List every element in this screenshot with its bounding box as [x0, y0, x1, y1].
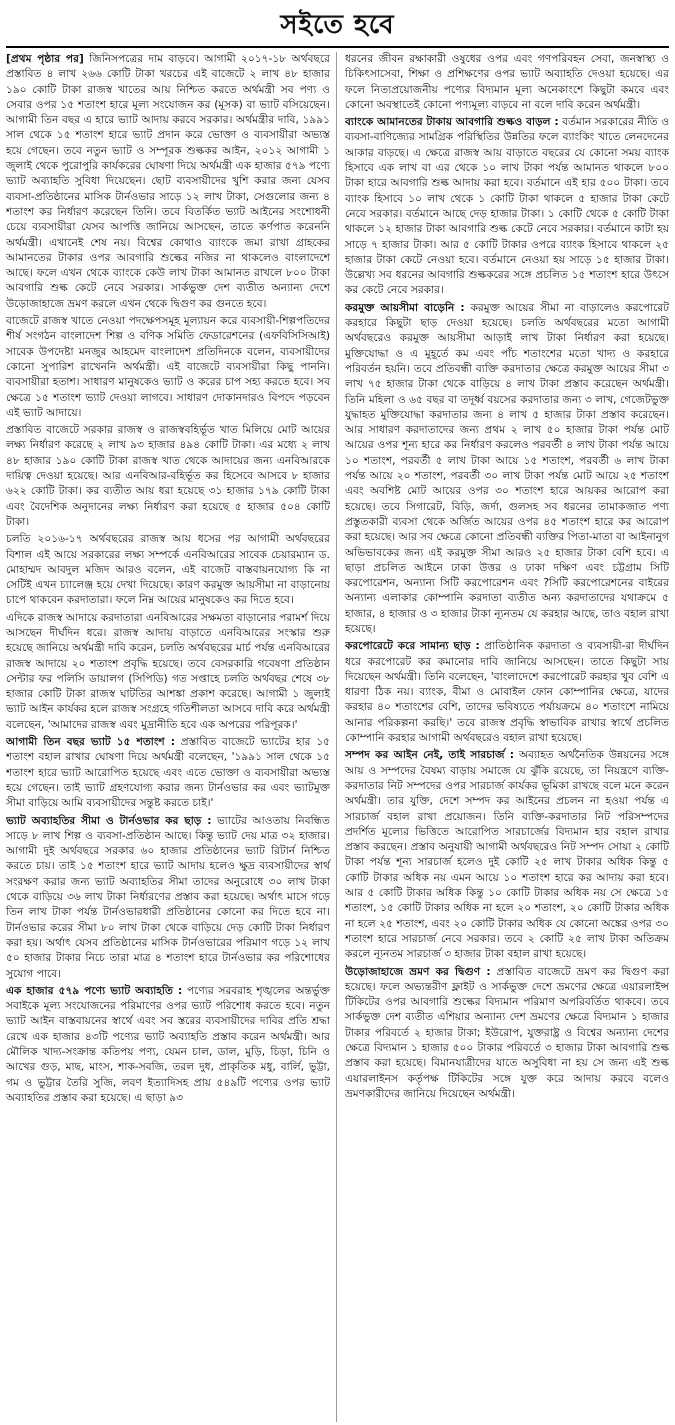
paragraph-text: জিনিসপত্রের দাম বাড়বে। আগামী ২০১৭-১৮ অর্থবছরে প্রস্তাবিত ৪ লাখ ২৬৬ কোটি টাকা খরচের এই বাজেটে ২ লাখ ৪৮ হাজার ১৯০ কোটি টাকা রাজস্ব খাতের আয় নিশ্চিত করতে অর্থমন্ত্রী সব পণ্য ও সেবার ওপর ১৫ শতাংশ হারে মূল্য সংযোজন কর (মূসক) বা ভ্যাট বসিয়েছেন। আগামী তিন বছর এ হারে ভ্যাট আদায় করবে সরকার। অর্থমন্ত্রীর দাবি, ১৯৯১ সাল থেকে ১৫ শতাংশ হারে ভ্যাট প্রদান করে ভোক্তা ও ব্যবসায়ীরা অভ্যস্ত হয়ে গেছেন। তবে নতুন ভ্যাট ও সম্পূরক শুল্ককর আইন, ২০১২ আগামী ১ জুলাই থেকে পুরোপুরি কার্যকরের ঘোষণা দিয়ে অর্থমন্ত্রী এক হাজার ৫৭৯ পণ্যে ভ্যাট অব্যাহতি সুবিধা দিয়েছেন। ছোট ব্যবসায়ীদের খুশি করার জন্য যেসব ব্যবসা-প্রতিষ্ঠানের মাসিক টার্নওভার সাড়ে ১২ লাখ টাকা, সেগুলোর জন্য ৪ শতাংশ কর নির্ধারণ করেছেন তিনি। তবে বিতর্কিত ভ্যাট আইনের সংশোধনী চেয়ে ব্যবসায়ীরা যেসব আপত্তি জানিয়ে আসছেন, তাতে কর্ণপাত করেননি অর্থমন্ত্রী। এখানেই শেষ নয়। বিশ্বের কোথাও ব্যাংকে জমা রাখা গ্রাহকের আমানতের টাকার ওপর আবগারি শুল্কের নজির না থাকলেও বাংলাদেশে আছে। ফলে এখন থেকে ব্যাংকে কেউ লাখ টাকা আমানত রাখলে ৮০০ টাকা আবগারি শুল্ক কেটে নেবে সরকার। সার্কভুক্ত দেশ ব্যতীত অন্যান্য দেশে উড়োজাহাজে ভ্রমণ করলে এখন থেকে দ্বিগুণ কর গুনতে হবে।	[6, 53, 330, 310]
paragraph	[6, 532, 330, 608]
subheading: ভ্যাট অব্যাহতির সীমা ও টার্নওভার কর ছাড় :	[6, 814, 212, 827]
paragraph	[6, 52, 330, 312]
subheading: সম্পদ কর আইন নেই, তাই সারচার্জ :	[345, 749, 515, 762]
subheading: [প্রথম পৃষ্ঠার পর]	[6, 53, 84, 65]
paragraph	[6, 611, 330, 733]
paragraph	[345, 639, 669, 746]
paragraph	[345, 748, 669, 962]
paragraph	[6, 814, 330, 982]
paragraph	[6, 984, 330, 1106]
subheading: করপোরেটে করে সামান্য ছাড় :	[345, 640, 480, 653]
paragraph-text: ধরনের জীবন রক্ষাকারী ওষুধের ওপর এবং গণপরিবহন সেবা, জনস্বাস্থ্য ও চিকিৎসাসেবা, শিক্ষা ও প্রশিক্ষণের ওপর ভ্যাট অব্যাহতি দেওয়া হয়েছে। এর ফলে নিত্যপ্রয়োজনীয় পণ্যের বিদ্যমান মূল্য অনেকাংশে কিছুটা কমবে এবং কোনো অবস্থাতেই কোনো পণ্যমূল্য বাড়বে না বলে দাবি করেন অর্থমন্ত্রী।	[345, 53, 669, 111]
subheading: উড়োজাহাজে ভ্রমণ কর দ্বিগুণ :	[345, 965, 491, 978]
paragraph	[345, 301, 669, 638]
paragraph-text: পণ্যের সরবরাহ শৃঙ্খলের অন্তর্ভুক্ত সবাইকে মূল্য সংযোজনের পরিমাণের ওপর ভ্যাট পরিশোধ করতে হবে। নতুন ভ্যাট আইন বাস্তবায়নের স্বার্থে এবং সব স্তরের ব্যবসায়ীদের দাবির প্রতি শ্রদ্ধা রেখে এক হাজার ৪৩টি পণ্যের ভ্যাট অব্যাহতি প্রস্তাব করেন অর্থমন্ত্রী। আর মৌলিক খাদ্য-সংক্রান্ত কতিপয় পণ্য, যেমন চাল, ডাল, মুড়ি, চিড়া, চিনি ও আখের গুড়, মাছ, মাংস, শাক-সবজি, তরল দুধ, প্রাকৃতিক মধু, বার্লি, ভুট্টা, গম ও ভুট্টার তৈরি সুজি, লবণ ইত্যাদিসহ প্রায় ৫৪৯টি পণ্যের ওপর ভ্যাট অব্যাহতির প্রস্তাব করা হয়েছে। এ ছাড়া ৯৩	[6, 984, 331, 1104]
paragraph	[6, 423, 330, 530]
paragraph-text: প্রাতিষ্ঠানিক করদাতা ও ব্যবসায়ী-রা দীর্ঘদিন ধরে করপোরেট কর কমানোর দাবি জানিয়ে আসছেন। তাতে কিছুটা সায় দিয়েছেন অর্থমন্ত্রী। তিনি বলেছেন, 'বাংলাদেশে করপোরেট করহার খুব বেশি এ ধারণা ঠিক নয়। ব্যাংক, বীমা ও মোবাইল ফোন কোম্পানির ক্ষেত্রে, যাদের করহার ৪০ শতাংশের বেশি, তাদের ভবিষ্যতে পর্যায়ক্রমে ৪০ শতাংশে নামিয়ে আনার পরিকল্পনা করছি।' তবে রাজস্ব প্রবৃদ্ধি স্বাভাবিক রাখার স্বার্থে প্রচলিত কোম্পানি করহার আগামী অর্থবছরেও বহাল রাখা হয়েছে।	[345, 640, 669, 745]
paragraph-text: বর্তমান সরকারের নীতি ও ব্যবসা-বাণিজ্যের সামগ্রিক পরিস্থিতির উন্নতির ফলে ব্যাংকিং খাতে লেনদেনের আকার বাড়ছে। এ ক্ষেত্রে রাজস্ব আয় বাড়াতে বছরের যে কোনো সময় ব্যাংক হিসাবে এক লাখ বা এর থেকে ১০ লাখ টাকা পর্যন্ত আমানত থাকলে ৮০০ টাকা হারে আবগারি শুল্ক আদায় করা হবে। বর্তমানে এই হার ৫০০ টাকা। তবে ব্যাংক হিসাবে ১০ লাখ থেকে ১ কোটি টাকা থাকলে ৫ হাজার টাকা কেটে নেবে সরকার। বর্তমানে আছে দেড় হাজার টাকা। ১ কোটি থেকে ৫ কোটি টাকা থাকলে ১২ হাজার টাকা আবগারি শুল্ক কেটে নেবে সরকার। বর্তমানে কাটা হয় সাড়ে ৭ হাজার টাকা। আর ৫ কোটি টাকার ওপরে ব্যাংক হিসাবে থাকলে ২৫ হাজার টাকা কেটে নেওয়া হবে। বর্তমানে নেওয়া হয় সাড়ে ১৫ হাজার টাকা। উল্লেখ্য সব ধরনের আবগারি শুল্ককরের সঙ্গে প্রচলিত ১৫ শতাংশ হারে উৎসে কর কেটে নেবে সরকার।	[345, 116, 669, 297]
paragraph-text: অব্যাহত অর্থনৈতিক উন্নয়নের সঙ্গে আয় ও সম্পদের বৈষম্য বাড়ায় সমাজে যে ঝুঁকি রয়েছে, তা নিয়ন্ত্রণে ব্যক্তি-করদাতার নিট সম্পদের ওপর সারচার্জ কার্যকর ভূমিকা রাখছে বলে মনে করেন অর্থমন্ত্রী। তার যুক্তি, দেশে সম্পদ কর আইনের প্রচলন না হওয়া পর্যন্ত এ সারচার্জ বহাল রাখা প্রয়োজন। তিনি ব্যক্তি-করদাতার নিট পরিসম্পদের প্রদর্শিত মূল্যের ভিত্তিতে আরোপিত সারচার্জের বিদ্যমান হার বহাল রাখার প্রস্তাব করছেন। প্রস্তাব অনুযায়ী আগামী অর্থবছরেও নিট সম্পদ সোয়া ২ কোটি টাকা পর্যন্ত শূন্য সারচার্জ হলেও দুই কোটি ২৫ লাখ টাকার অধিক কিন্তু ৫ কোটি টাকার অধিক নয় এমন আয়ে ১০ শতাংশ হারে কর আদায় করা হবে। আর ৫ কোটি টাকার অধিক কিন্তু ১০ কোটি টাকার অধিক নয় সে ক্ষেত্রে ১৫ শতাংশ, ১৫ কোটি টাকার অধিক না হলে ২০ শতাংশ, ২০ কোটি টাকার অধিক না হলে ২৫ শতাংশ, এবং ২০ কোটি টাকার অধিক যে কোনো অঙ্কের ওপর ৩০ শতাংশ হারে সারচার্জ নেবে সরকার। তবে ২ কোটি ২৫ লাখ টাকা অতিক্রম করলে ন্যূনতম সারচার্জ ৩ হাজার টাকা বহাল রাখা হয়েছে।	[345, 749, 669, 961]
subheading: আগামী তিন বছর ভ্যাট ১৫ শতাংশ :	[6, 736, 175, 749]
paragraph	[345, 965, 669, 1103]
paragraph-text: প্রস্তাবিত বাজেটে সরকার রাজস্ব ও রাজস্ববহির্ভূত খাত মিলিয়ে মোট আয়ের লক্ষ্য নির্ধারণ করেছে ২ লাখ ৯৩ হাজার ৪৯৪ কোটি টাকা। এর মধ্যে ২ লাখ ৪৮ হাজার ১৯০ কোটি টাকা রাজস্ব খাত থেকে আদায়ের জন্য এনবিআরকে দায়িত্ব দেওয়া হয়েছে। আর এনবিআর-বহির্ভূত কর হিসেবে আসবে ৮ হাজার ৬২২ কোটি টাকা। কর ব্যতীত আয় ধরা হয়েছে ৩১ হাজার ১৭৯ কোটি টাকা এবং বৈদেশিক অনুদানের লক্ষ্য নির্ধারণ করা হয়েছে ৫ হাজার ৫০৪ কোটি টাকা।	[6, 424, 330, 528]
paragraph-text: করমুক্ত আয়ের সীমা না বাড়ালেও করপোরেট করহারে কিছুটা ছাড় দেওয়া হয়েছে। চলতি অর্থবছরের মতো আগামী অর্থবছরেও করমুক্ত আয়সীমা আড়াই লাখ টাকা নির্ধারণ করা হয়েছে। মুক্তিযোদ্ধা ও এ মুহূর্তে কম এবং পাঁচ শতাংশের মতো খাদ্য ও করহারে পরিবর্তন হয়নি। তবে প্রতিবন্ধী ব্যক্তি করদাতার ক্ষেত্রে করমুক্ত আয়ের সীমা ৩ লাখ ৭৫ হাজার টাকা থেকে বাড়িয়ে ৪ লাখ টাকা প্রস্তাব করেছেন অর্থমন্ত্রী। তিনি মহিলা ও ৬৫ বছর বা তদূর্ধ্ব বয়সের করদাতার জন্য ৩ লাখ, গেজেটভুক্ত যুদ্ধাহত মুক্তিযোদ্ধা করদাতার জন্য ৪ লাখ ৫ হাজার টাকা প্রস্তাব করেছেন। আর সাধারণ করদাতাদের জন্য প্রথম ২ লাখ ৫০ হাজার টাকা পর্যন্ত মোট আয়ের ওপর শূন্য হারে কর নির্ধারণ করলেও পরবর্তী ৪ লাখ টাকা পর্যন্ত আয়ে ১০ শতাংশ, পরবর্তী ৫ লাখ টাকা আয়ে ১৫ শতাংশ, পরবর্তী ৬ লাখ টাকা পর্যন্ত আয়ে ২০ শতাংশ, পরবর্তী ৩০ লাখ টাকা পর্যন্ত মোট আয়ে ২৫ শতাংশ এবং অবশিষ্ট মোট আয়ের ওপর ৩০ শতাংশ হারে আয়কর আরোপ করা হয়েছে। তবে সিগারেট, বিড়ি, জর্দা, গুলসহ সব ধরনের তামাকজাত পণ্য প্রস্তুতকারী ব্যবসা থেকে অর্জিত আয়ের ওপর ৪৫ শতাংশ হারে কর আরোপ করা হয়েছে। আর সব ক্ষেত্রে কোনো প্রতিবন্ধী ব্যক্তির পিতা-মাতা বা আইনানুগ অভিভাবকের জন্য এই করমুক্ত সীমা আরও ২৫ হাজার টাকা বেশি হবে। এ ছাড়া প্রচলিত আইনে ঢাকা উত্তর ও ঢাকা দক্ষিণ এবং চট্টগ্রাম সিটি করপোরেশন, অন্যান্য সিটি করপোরেশন এবং ?সিটি করপোরেশনের বাইরের অন্যান্য এলাকার কোম্পানি করদাতা ব্যতীত অন্য করদাতাদের যথাক্রমে ৫ হাজার, ৪ হাজার ও ৩ হাজার টাকা ন্যূনতম যে করহার আছে, তাও বহাল রাখা হয়েছে।	[345, 301, 669, 635]
paragraph	[345, 115, 669, 299]
paragraph-text: চলতি ২০১৬-১৭ অর্থবছরের রাজস্ব আয় ধসের পর আগামী অর্থবছরের বিশাল এই আয়ে সরকারের লক্ষ্য সম্পর্কে এনবিআরের সাবেক চেয়ারম্যান ড. মোহাম্মদ আবদুল মজিদ আরও বলেন, এই বাজেট বাস্তবায়নযোগ্য কি না সেটিই এখন চ্যালেঞ্জ হয়ে দেখা দিয়েছে। কারণ করমুক্ত আয়সীমা না বাড়ানোয় চাপে থাকবেন করদাতারা। ফলে নিম্ন আয়ের মানুষকেও কর দিতে হবে।	[6, 533, 330, 607]
subheading: এক হাজার ৫৭৯ পণ্যে ভ্যাট অব্যাহতি :	[6, 984, 183, 997]
subheading: করমুক্ত আয়সীমা বাড়েনি :	[345, 301, 465, 314]
paragraph	[345, 52, 669, 113]
paragraph-text: প্রস্তাবিত বাজেটে ভ্যাটের হার ১৫ শতাংশ বহাল রাখার ঘোষণা দিয়ে অর্থমন্ত্রী বলেছেন, '১৯৯১ সাল থেকে ১৫ শতাংশ হারে ভ্যাট আরোপিত হয়েছে এবং এতে ভোক্তা ও ব্যবসায়ীরা অভ্যস্ত হয়ে গেছেন। তাই ভ্যাট গ্রহণযোগ্য করার জন্য টার্নওভার কর এবং ভ্যাটমুক্ত সীমা বাড়িয়ে আমি ব্যবসায়ীদের সন্তুষ্ট করতে চাই।'	[6, 736, 330, 810]
headline: সইতে হবে	[280, 10, 395, 40]
subheading: ব্যাংকে আমানতের টাকায় আবগারি শুল্কও বাড়ল :	[345, 116, 559, 129]
right-column	[345, 52, 669, 1422]
article-columns	[6, 52, 669, 1422]
paragraph-text: এদিকে রাজস্ব আদায়ে করদাতারা এনবিআরের সক্ষমতা বাড়ানোর পরামর্শ দিয়ে আসছেন দীর্ঘদিন ধরে। রাজস্ব আদায় বাড়াতে এনবিআরের সংস্কার শুরু হয়েছে জানিয়ে অর্থমন্ত্রী দাবি করেন, চলতি অর্থবছরের মার্চ পর্যন্ত এনবিআরের রাজস্ব আদায়ে ২০ শতাংশ প্রবৃদ্ধি হয়েছে। তবে বেসরকারি গবেষণা প্রতিষ্ঠান সেন্টার ফর পলিসি ডায়ালগ (সিপিডি) গত সপ্তাহে চলতি অর্থবছর শেষে ৩৮ হাজার কোটি টাকা রাজস্ব ঘাটতির আশঙ্কা প্রকাশ করেছে। আগামী ১ জুলাই ভ্যাট আইন কার্যকর হলে রাজস্ব সংগ্রহে গতিশীলতা আসবে দাবি করে অর্থমন্ত্রী বলেছেন, 'আমাদের রাজস্ব এবং মুদ্রানীতি হবে এক অপরের পরিপূরক।'	[6, 611, 330, 731]
paragraph	[6, 735, 330, 811]
paragraph-text: প্রস্তাবিত বাজেটে ভ্রমণ কর দ্বিগুণ করা হয়েছে। ফলে অভ্যন্তরীণ ফ্লাইট ও সার্কভুক্ত দেশে ভ্রমণের ক্ষেত্রে এয়ারলাইন্স টিকিটের ওপর আবগারি শুল্কের বিদ্যমান পরিমাণ অপরিবর্তিত থাকবে। তবে সার্কভুক্ত দেশ ব্যতীত এশিয়ার অন্যান্য দেশ ভ্রমণের ক্ষেত্রে বিদ্যমান ১ হাজার টাকার পরিবর্তে ২ হাজার টাকা; ইউরোপ, যুক্তরাষ্ট্র ও বিশ্বের অন্যান্য দেশের ক্ষেত্রে বিদ্যমান ১ হাজার ৫০০ টাকার পরিবর্তে ৩ হাজার টাকা আবগারি শুল্ক প্রস্তাব করা হয়েছে। বিমানযাত্রীদের যাতে অসুবিধা না হয় সে জন্য এই শুল্ক এয়ারলাইনস কর্তৃপক্ষ টিকিটের সঙ্গে যুক্ত করে আদায় করবে বলেও ভ্রমণকারীদের জানিয়ে দিয়েছেন অর্থমন্ত্রী।	[345, 965, 669, 1100]
paragraph-text: বাজেটে রাজস্ব খাতে নেওয়া পদক্ষেপসমূহ মূল্যায়ন করে ব্যবসায়ী-শিল্পপতিদের শীর্ষ সংগঠন বাংলাদেশ শিল্প ও বণিক সমিতি ফেডারেশনের (এফবিসিসিআই) সাবেক উপদেষ্টা মনজুর আহমেদ বাংলাদেশ প্রতিদিনকে বলেন, ব্যবসায়ীদের কোনো সুপারিশ রাখেননি অর্থমন্ত্রী। এই বাজেটে ব্যবসায়ীরা কিছু পাননি। ব্যবসায়ীরা হতাশ। সাধারণ মানুষকেও ভ্যাট ও করের চাপ সহ্য করতে হবে। সব ক্ষেত্রে ১৫ শতাংশ ভ্যাট দেওয়া লাগবে। সাধারণ দোকানদারও বিপদে পড়বেন এই ভ্যাট আদায়ে।	[6, 315, 330, 419]
headline-bar	[6, 6, 669, 48]
paragraph-text: ভ্যাটের আওতায় নিবন্ধিত সাড়ে ৮ লাখ শিল্প ও ব্যবসা-প্রতিষ্ঠান আছে। কিন্তু ভ্যাট দেয় মাত্র ৩২ হাজার। আগামী দুই অর্থবছরে সরকার ৬০ হাজার প্রতিষ্ঠানের ভ্যাট রিটার্ন নিশ্চিত করতে চায়। তাই ১৫ শতাংশ হারে ভ্যাট আদায় হলেও ক্ষুদ্র ব্যবসায়ীদের স্বার্থ সংরক্ষণ করার জন্য ভ্যাট অব্যাহতির সীমা তাদের অনুরোধে ৩০ লাখ টাকা থেকে বাড়িয়ে ৩৬ লাখ টাকা নির্ধারণের প্রস্তাব করা হয়েছে। অর্থাৎ মাসে গড়ে তিন লাখ টাকা পর্যন্ত টার্নওভারধারী প্রতিষ্ঠানের কোনো কর দিতে হবে না। টার্নওভার করের সীমা ৮০ লাখ টাকা থেকে বাড়িয়ে দেড় কোটি টাকা নির্ধারণ করা হয়। অর্থাৎ যেসব প্রতিষ্ঠানের মাসিক টার্নওভারের পরিমাণ গড়ে ১২ লাখ ৫০ হাজার টাকার নিচে তারা মাত্র ৪ শতাংশ হারে টার্নওভার কর পরিশোধের সুযোগ পাবে।	[6, 814, 330, 980]
left-column	[6, 52, 337, 1422]
paragraph	[6, 314, 330, 421]
